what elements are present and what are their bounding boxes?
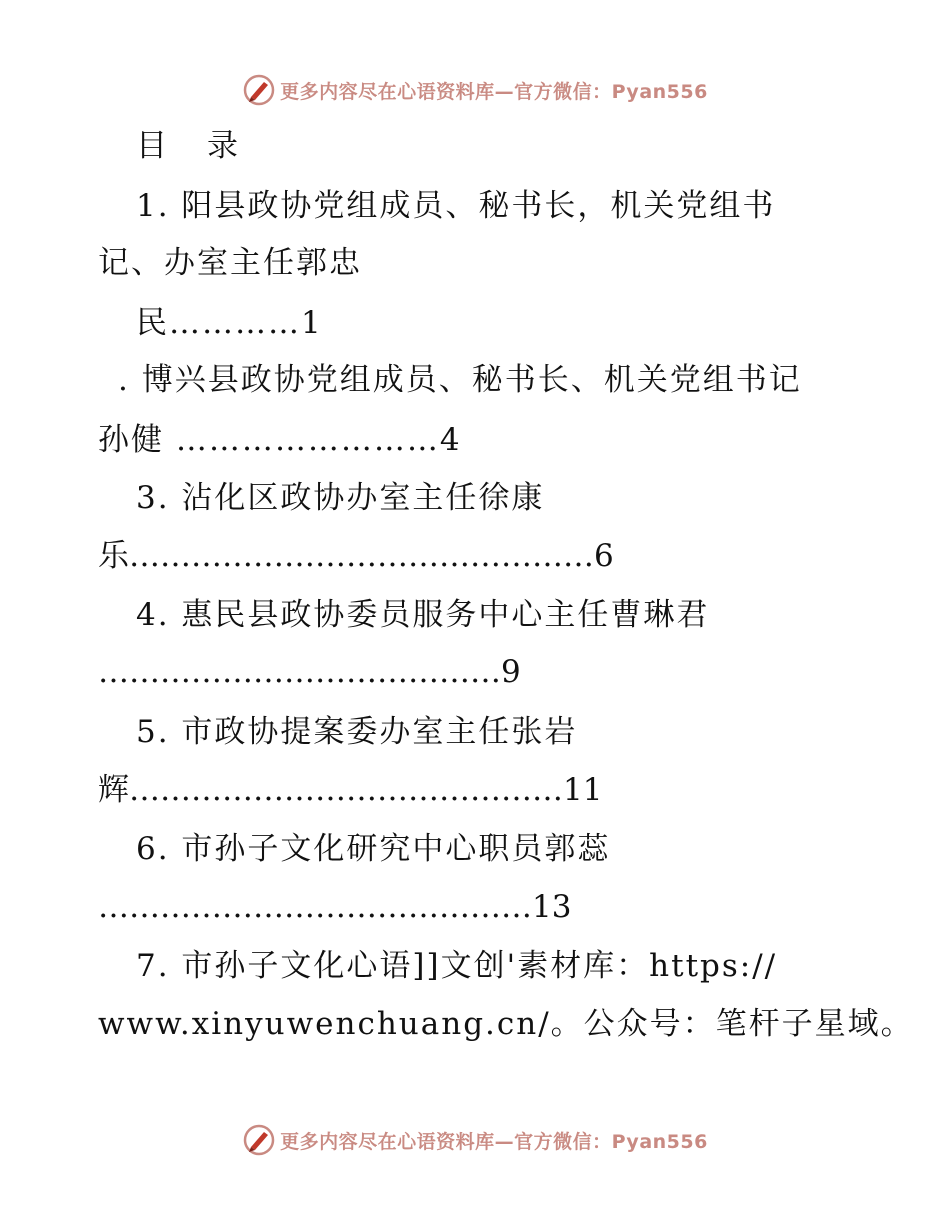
toc-line-9: …………………………………9 (98, 654, 521, 690)
toc-line-10: 5. 市政协提案委办室主任张岩 (136, 714, 578, 750)
toc-line-11: 辉……………………………………11 (98, 772, 603, 808)
toc-title-left: 目 (136, 128, 167, 164)
watermark-text: 更多内容尽在心语资料库—官方微信：Pyan556 (280, 80, 708, 103)
toc-title-right: 录 (207, 128, 238, 164)
toc-line-3: 民…………1 (136, 305, 323, 341)
toc-line-13: ……………………………………13 (98, 889, 572, 925)
pen-circle-logo-icon (242, 73, 276, 107)
watermark-text: 更多内容尽在心语资料库—官方微信：Pyan556 (280, 1130, 708, 1153)
toc-line-7: 乐………………………………………6 (98, 538, 614, 574)
pen-circle-logo-icon (242, 1123, 276, 1157)
toc-line-15: www.xinyuwenchuang.cn/。公众号：笔杆子星域。 (98, 1006, 914, 1042)
toc-line-12: 6. 市孙子文化研究中心职员郭蕊 (136, 831, 611, 867)
toc-line-4: . 博兴县政协党组成员、秘书长、机关党组书记 (118, 362, 802, 398)
watermark-banner-top (0, 70, 950, 110)
toc-line-5: 孙健 ……………………4 (98, 422, 462, 458)
toc-line-1: 1. 阳县政协党组成员、秘书长，机关党组书 (136, 188, 776, 224)
toc-line-6: 3. 沾化区政协办室主任徐康 (136, 480, 545, 516)
toc-title (136, 126, 950, 166)
watermark-banner-bottom (0, 1120, 950, 1160)
toc-line-8: 4. 惠民县政协委员服务中心主任曹琳君 (136, 597, 710, 633)
toc-line-2: 记、办室主任郭忠 (98, 245, 362, 281)
toc-line-14: 7. 市孙子文化心语]]文创'素材库：https:// (136, 948, 778, 984)
